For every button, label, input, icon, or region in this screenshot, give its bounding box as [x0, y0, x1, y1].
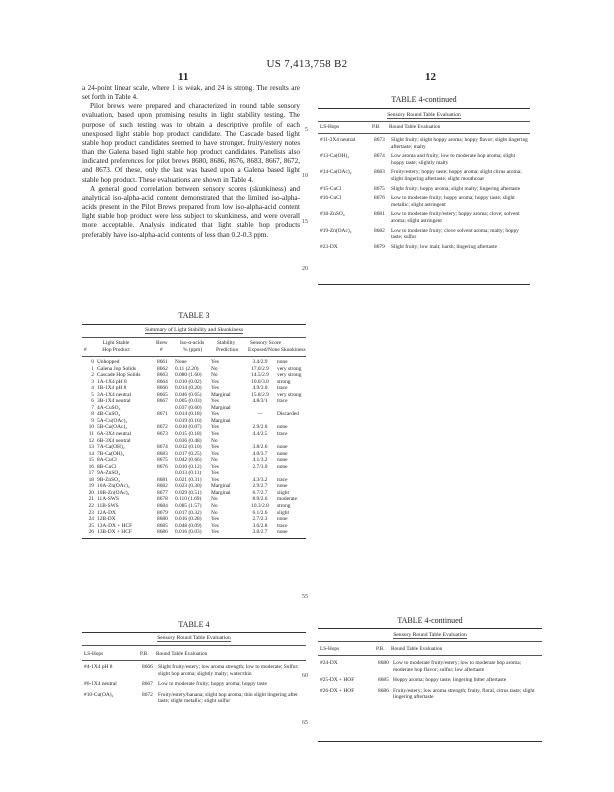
table3-cell-skunk: none — [277, 483, 288, 490]
table3-header-stab-1: Stability — [217, 340, 236, 346]
table4-header-eval: Round Table Evaluation — [156, 651, 208, 657]
table3-cell-score: — — [257, 411, 263, 418]
table3-cell-brew: 8684 — [157, 503, 168, 510]
table3-cell-hop: 1A-1X4 pH 8 — [97, 378, 127, 385]
table3-header-score-1: Sensory Score — [250, 340, 281, 346]
table-row — [318, 137, 530, 150]
table3-cell-hop: Cascade Hop Solids — [97, 372, 141, 379]
table3-cell-iso: 0.036 (0.48) — [175, 437, 202, 444]
table4-cont-top-cell-hop: #14-Ca(OAc)₂ — [320, 169, 352, 176]
table4-cont-top-cell-hop: #23-DX — [320, 243, 338, 250]
table4-cont-top-cell-pb: 8675 — [374, 185, 385, 192]
table3-cell-stab: Yes — [211, 522, 219, 529]
table3-cell-hop: Galena Jop Solids — [97, 365, 136, 372]
table3-cell-iso: 0.021 (0.31) — [175, 476, 202, 483]
table3-cell-skunk: trace — [277, 522, 288, 529]
table3-header-hop-2: Hop Product — [102, 347, 130, 353]
table3-body — [82, 359, 309, 536]
table3-cell-stab: Yes — [211, 424, 219, 431]
table4-cell-pb: 8667 — [142, 681, 153, 688]
table3-cell-iso: 0.048 (0.09) — [175, 522, 202, 529]
table4-cont-top-subtitle: Sensory Round Table Evaluation — [387, 112, 461, 118]
table3-cell-hop: 3A-1X4 neutral — [97, 391, 131, 398]
table3-cell-skunk: Discarded — [277, 411, 299, 418]
table4-cont-top-cell-hop: #18-ZnSO₄ — [320, 211, 345, 218]
table3-cell-n: 16 — [88, 463, 94, 470]
table3-cell-score: 2.7/3.0 — [252, 463, 268, 470]
table3-cell-iso: 0.016 (0.03) — [175, 529, 202, 536]
body-text — [82, 84, 300, 240]
table3-cell-stab: Marginal — [211, 483, 231, 490]
table3-cell-stab: Yes — [211, 476, 219, 483]
table4-cont-top-cell-hop: #19-Zn(OAc)₂ — [320, 227, 352, 234]
table4-cont-top-cell-pb: 8679 — [374, 243, 385, 250]
table3-cell-hop: 7A-Ca(OH)₂ — [97, 444, 125, 451]
table-row — [318, 228, 530, 241]
table3-cell-iso: 0.029 (0.51) — [175, 489, 202, 496]
table3-cell-brew: 8667 — [157, 398, 168, 405]
table3-header-num: # — [84, 347, 87, 353]
table3-cell-n: 23 — [88, 509, 94, 516]
table3-cell-hop: 6B-3X4 neutral — [97, 437, 131, 444]
table3-cell-hop: 4A-CuSO₄ — [97, 404, 121, 411]
table3-cell-n: 13 — [88, 444, 94, 451]
table3-cell-n: 24 — [88, 516, 94, 523]
table3-cell-stab: Yes — [211, 378, 219, 385]
table3-cell-n: 7 — [91, 404, 94, 411]
table3-cell-score: 17.0/2.9 — [251, 365, 269, 372]
table4-cont-bottom-header-hops: LS-Hops — [320, 646, 340, 652]
table4-cont-top-cell-hop: #16-CuCl — [320, 195, 342, 202]
table3-cell-stab: Marginal — [211, 391, 231, 398]
table4-cont-top-cell-pb: 8673 — [374, 137, 385, 143]
table4-cont-bottom-cell-hop: #26-DX + HOF — [320, 687, 355, 694]
table3-cell-n: 25 — [88, 522, 94, 529]
table3-cell-skunk: trace — [277, 476, 288, 483]
table3-cell-stab: No — [211, 503, 218, 510]
table3-cell-hop: 5B-Cu(OAc)₂ — [97, 424, 128, 431]
line-number-55: 55 — [302, 594, 308, 600]
table4-cont-top-cell-hop: #11-3X4 neutral — [320, 137, 356, 143]
table3-cell-brew: 8664 — [157, 378, 168, 385]
table3-cell-skunk: trace — [277, 385, 288, 392]
table-row — [318, 677, 542, 684]
table3-cell-score: 3.0/2.7 — [252, 529, 268, 536]
table3-cell-skunk: very strong — [277, 372, 302, 379]
table3-cell-skunk: very strong — [277, 391, 302, 398]
table3-cell-score: 8.9/2.6 — [252, 496, 268, 503]
table3-cell-brew: 8663 — [157, 372, 168, 379]
table3-cell-score: 2.7/2.3 — [252, 516, 268, 523]
table3-cell-brew: 8665 — [157, 391, 168, 398]
table3-cell-score: 4.4/2.5 — [252, 431, 268, 438]
table3-header-hop-1: Light Stable — [102, 340, 130, 346]
table3-cell-hop: 4B-CuSO₄ — [97, 411, 121, 418]
table4-cont-bottom-body — [318, 660, 542, 705]
table3-cell-hop: 8B-CuCl — [97, 463, 117, 470]
table4-cont-top-cell-eval: Low aroma and fruity; low to moderate hop aroma; slight hoppy taste; slightly malty — [391, 153, 516, 166]
page-number-right: 12 — [425, 71, 436, 83]
table3-cell-n: 21 — [88, 496, 94, 503]
table3-cell-score: 4.9/3.0 — [252, 385, 268, 392]
table4-header-pb: P.B. — [140, 651, 149, 657]
table3-cell-hop: 11A-SWS — [97, 496, 119, 503]
table3-cell-hop: 8A-CuCl — [97, 457, 117, 464]
table3-cell-iso: 0.005 (0.03) — [175, 398, 202, 405]
patent-number: US 7,413,758 B2 — [266, 58, 348, 70]
line-number-65: 65 — [302, 720, 308, 726]
table3-cell-skunk: trace — [277, 398, 288, 405]
table3-cell-brew: 8662 — [157, 365, 168, 372]
table3-cell-iso: 0.046 (0.65) — [175, 391, 202, 398]
table3-cell-brew: 8679 — [157, 509, 168, 516]
table4-cont-bottom-cell-eval: Low to moderate fruity/estery; low to moderate hop aroma; moderate hop flavor; sulfur; low aftertaste — [393, 660, 522, 673]
table3-cell-hop: 11B-SWS — [97, 503, 119, 510]
table3-cell-skunk: trace — [277, 431, 288, 438]
table3-cell-iso: 0.017 (0.25) — [175, 450, 202, 457]
table3-cell-n: 6 — [91, 398, 94, 405]
table3-cell-brew: 8674 — [157, 444, 168, 451]
table3-cell-brew: 8676 — [157, 463, 168, 470]
table3-cell-score: 4.1/3.2 — [252, 457, 268, 464]
table4-cell-pb: 8666 — [142, 664, 153, 670]
paragraph-1: a 24-point linear scale, where 1 is weak, and 24 is strong. The results are set forth in Table 4. — [82, 84, 300, 102]
paragraph-3: A general good correlation between sensory scores (skunkiness) and analytical iso-alpha-acid content demonstrated that the limited iso-alpha-acids present in the Pilot Brews prepared from low iso-alpha-acid content light stable hop product were less subject to skunkiness, and were overall more acceptable. Analysis indicated that light stable hop products preferably have iso-alpha-acid contents of less than 0.2-0.3 ppm. — [82, 184, 300, 239]
table4-cont-bottom-title: TABLE 4-continued — [397, 616, 463, 625]
line-number-15: 15 — [302, 219, 308, 225]
table3-cell-score: 10.0/3.0 — [251, 378, 269, 385]
table3-cell-hop: 10A-Zn(OAc)₂ — [97, 483, 130, 490]
table3-cell-skunk: moderate — [277, 496, 298, 503]
table3-cell-n: 22 — [88, 503, 94, 510]
table4-cont-top-cell-eval: Slight fruity; low malt; harsh; lingering aftertaste — [391, 243, 497, 250]
table3-cell-n: 20 — [88, 489, 94, 496]
table-row — [318, 153, 530, 166]
table3-cell-n: 0 — [91, 359, 94, 365]
table3-cell-n: 4 — [91, 385, 94, 392]
table3-title: TABLE 3 — [178, 311, 210, 320]
table3-cell-brew: 8686 — [157, 529, 168, 536]
table3-cell-score: 3.4/2.9 — [252, 359, 268, 365]
table3-cell-iso: 0.037 (0.60) — [175, 404, 202, 411]
table4-cont-top-cell-eval: Low to moderate fruity; clove solvent aroma; malty; hoppy taste; sulfur — [391, 227, 519, 241]
table3-cell-n: 1 — [91, 365, 94, 372]
table4-cont-bottom-cell-hop: #25-DX + HOF — [320, 677, 355, 684]
table3-cell-iso: 0.010 (0.07) — [175, 424, 202, 431]
table3-cell-n: 19 — [88, 483, 94, 490]
table3-cell-brew: 8671 — [157, 411, 168, 418]
table3-cell-brew: 8685 — [157, 522, 168, 529]
table3-cell-stab: Marginal — [211, 489, 231, 496]
table4-cont-bottom-cell-pb: 8685 — [378, 677, 389, 684]
table3-cell-iso: 0.017 (0.32) — [175, 509, 202, 516]
table3-subtitle: Summary of Light Stability and Skunkiness — [144, 327, 244, 333]
table3-cell-skunk: none — [277, 359, 288, 365]
table3-cell-hop: 10B-Zn(OAc)₂ — [97, 489, 130, 496]
table4-cont-top-header-eval: Round Table Evaluation — [389, 124, 441, 130]
table3-cell-stab: No — [211, 496, 218, 503]
table3-cell-stab: Yes — [211, 516, 219, 523]
table3-cell-brew: 8678 — [157, 496, 168, 503]
table3-cell-skunk: none — [277, 516, 288, 523]
table3-cell-score: 2.9/2.6 — [252, 424, 268, 431]
table3-cell-skunk: none — [277, 463, 288, 470]
table3-cell-n: 8 — [91, 411, 94, 418]
table3-cell-hop: 9A-ZnSO₄ — [97, 470, 121, 477]
table3-cell-brew: 8675 — [157, 457, 168, 464]
table3-cell-score: 10.3/2.8 — [251, 503, 269, 510]
table3-cell-iso: 0.014 (0.20) — [175, 385, 202, 392]
table3-cell-iso: 0.014 (0.18) — [175, 411, 202, 418]
table3-cell-stab: Marginal — [211, 417, 231, 424]
table-row — [318, 244, 530, 251]
table4-cont-bottom-cell-pb: 8686 — [378, 687, 389, 694]
table3-cell-stab: No — [211, 509, 218, 516]
table4-subtitle: Sensory Round Table Evaluation — [157, 635, 231, 641]
table3-header-stab-2: Prediction — [216, 347, 239, 353]
table4-cell-hop: #6-1X4 neutral — [84, 681, 117, 688]
table4-cont-top-cell-eval: Slight fruity; hoppy aroma; slight malty; lingering aftertaste — [391, 185, 521, 192]
table3-header-iso-2: % (ppm) — [183, 347, 203, 353]
table3-cell-n: 12 — [88, 437, 94, 444]
table3-cell-n: 3 — [91, 378, 94, 385]
table3-cell-brew: 8661 — [157, 359, 168, 365]
table3-cell-hop: 9B-ZnSO₄ — [97, 476, 120, 483]
table3-cell-iso: 0.110 (1.69) — [175, 496, 202, 503]
table3-cell-hop: 5A-Cu(OAc)₂ — [97, 417, 128, 424]
table4-cont-top-header-hops: LS-Hops — [320, 124, 340, 130]
table3-cell-iso: 0.010 (0.02) — [175, 378, 202, 385]
table3-cell-hop: 6A-3X4 neutral — [97, 431, 131, 438]
table3-cell-brew: 8682 — [157, 483, 168, 490]
table-row — [318, 688, 542, 701]
table3-cell-iso: 0.042 (0.66) — [175, 457, 202, 464]
table3-cell-score: 15.8/2.9 — [251, 391, 269, 398]
table4-cont-top-header-pb: P.B. — [372, 124, 381, 130]
table3-cell-brew: 8677 — [157, 489, 168, 496]
table3-header-iso-1: Iso-α-acids — [180, 340, 205, 346]
table-row — [318, 660, 542, 673]
table4-title: TABLE 4 — [178, 620, 210, 629]
table3-cell-score: 2.9/2.7 — [252, 483, 268, 490]
page-number-left: 11 — [178, 71, 189, 83]
table3-cell-n: 14 — [88, 450, 94, 457]
table-row — [318, 186, 530, 193]
table3-cell-skunk: very strong — [277, 365, 302, 372]
line-number-60: 60 — [302, 673, 308, 679]
table3-cell-brew: 8672 — [157, 424, 168, 431]
table3-header-score-2: Exposed/None — [248, 347, 280, 353]
table3-cell-hop: 12B-DX — [97, 516, 116, 523]
line-number-20: 20 — [302, 266, 308, 272]
line-number-10: 10 — [302, 173, 308, 179]
table4-cont-bottom-subtitle: Sensory Round Table Evaluation — [393, 632, 467, 638]
table3-cell-skunk: none — [277, 529, 288, 536]
table4-cell-eval: Fruity/estery/banana; slight hop aroma; thin slight lingering after taste; slight metallic; slight sulfur — [158, 691, 298, 705]
table3-cell-iso: 0.11 (2.20) — [175, 365, 199, 372]
table3-cell-iso: 0.012 (0.10) — [175, 444, 202, 451]
table4-cell-pb: 8672 — [142, 691, 153, 698]
table3-cell-n: 2 — [91, 372, 94, 379]
table3-cell-iso: 0.016 (0.28) — [175, 516, 202, 523]
table3-cell-brew: 8666 — [157, 385, 168, 392]
line-number-5: 5 — [305, 127, 308, 133]
table4-cont-top-cell-pb: 8682 — [374, 227, 385, 234]
table-row — [82, 692, 306, 705]
table3-cell-hop: 13A-DX + HCF — [97, 522, 133, 529]
table4-cont-top-cell-eval: Fruity/estery; hoppy taste; hoppy aroma; slight citrus aroma; slight lingering aftertaste; slight mouthcoat — [391, 169, 522, 182]
table4-cont-top-cell-pb: 8681 — [374, 211, 385, 218]
table3-cell-hop: 3B-1X4 neutral — [97, 398, 131, 405]
table4-cell-hop: #10-Cu(OA)₂ — [84, 691, 114, 698]
table3-cell-score: 14.5/2.9 — [251, 372, 269, 379]
table3-cell-skunk: slight — [277, 509, 289, 516]
table3-cell-n: 11 — [88, 431, 94, 438]
table4-cont-top-title: TABLE 4-continued — [391, 95, 457, 104]
table3-cell-stab: Yes — [211, 398, 219, 405]
table3-cell-brew: 8681 — [157, 476, 168, 483]
table3-cell-stab: No — [211, 437, 218, 444]
table3-cell-skunk: none — [277, 444, 288, 451]
table3-cell-hop: Unhopped — [97, 359, 120, 365]
table3-cell-stab: Yes — [211, 359, 219, 365]
table3-cell-skunk: strong — [277, 378, 291, 385]
table3-cell-stab: No — [211, 365, 218, 372]
table3-cell-iso: 0.013 (0.11) — [175, 470, 202, 477]
table3-cell-stab: Yes — [211, 463, 219, 470]
table3-cell-score: 6.1/2.6 — [252, 509, 268, 516]
table3-cell-hop: 1B-1X4 pH 8 — [97, 385, 127, 392]
table3-cell-n: 17 — [88, 470, 94, 477]
table-row — [82, 681, 306, 688]
table-row — [318, 211, 530, 224]
table3-header-skunk: Skunkiness — [281, 347, 306, 353]
table-row — [318, 169, 530, 182]
table4-cont-top-body — [318, 137, 530, 253]
table3-cell-n: 18 — [88, 476, 94, 483]
table3-cell-score: 6.7/2.7 — [252, 489, 268, 496]
table4-cont-top-cell-pb: 8683 — [374, 169, 385, 176]
table3-cell-stab: Marginal — [211, 404, 231, 411]
table4-cont-top-cell-eval: Slight fruity; slight hoppy aroma; hoppy flavor; slight lingering aftertaste; malty — [391, 137, 528, 150]
table3-cell-hop: 13B-DX + HCF — [97, 529, 132, 536]
table4-cont-bottom-cell-eval: Fruity/estery; low aroma strength; fruity, floral, citrus taste; slight lingering aftertaste — [393, 687, 535, 701]
table3-cell-iso: 0.085 (1.57) — [175, 503, 202, 510]
table4-cont-top-cell-pb: 8674 — [374, 153, 385, 160]
table3-cell-score: 4.0/3.7 — [252, 450, 268, 457]
table3-cell-n: 10 — [88, 424, 94, 431]
table3-cell-skunk: none — [277, 424, 288, 431]
table3-cell-iso: 0.010 (0.12) — [175, 463, 202, 470]
table4-cell-eval: Low to moderate fruity; hoppy aroma; hoppy taste — [158, 681, 267, 688]
table3-cell-skunk: none — [277, 457, 288, 464]
paragraph-2: Pilot brews were prepared and characterized in round table sensory evaluation, based upon promising results in light stability testing. The purpose of such testing was to obtain a descriptive profile of each unexposed light stable hop product candidate. The Cascade based light stable hop product candidates seemed to have stronger, fruity/estery notes than the Galena based light stable hop product candidates. Panelists also indicated preferences for pilot brews 8680, 8686, 8676, 8683, 8667, 8672, and 8673. Of these, only the last was based upon a Galena based light stable hop product. These evaluations are shown in Table 4. — [82, 102, 300, 184]
table4-cell-eval: Slight fruity/estery; low aroma strength; low to moderate; Sulfur; slight hop aroma; slightly malty; water/thin — [158, 664, 299, 677]
table4-body — [82, 664, 306, 709]
table3-cell-n: 15 — [88, 457, 94, 464]
table3-cell-skunk: none — [277, 450, 288, 457]
table3-cell-stab: Yes — [211, 431, 219, 438]
table3-cell-skunk: strong — [277, 503, 291, 510]
table4-cont-top-cell-hop: #15-CuCl — [320, 185, 342, 192]
table3-cell-stab: Yes — [211, 529, 219, 536]
table3-cell-score: 4.8/3/1 — [252, 398, 268, 405]
table3-cell-brew: 8673 — [157, 431, 168, 438]
table4-cell-hop: #4-1X4 pH 8 — [84, 664, 113, 670]
table3-cell-iso: 0.015 (0.18) — [175, 431, 202, 438]
table3-header-brew-2: # — [160, 347, 163, 353]
table4-header-hops: LS-Hops — [84, 651, 104, 657]
table3-cell-skunk: slight — [277, 489, 289, 496]
table4-cont-bottom-header-pb: P.B. — [376, 646, 385, 652]
table3-cell-score: 4.3/3.2 — [252, 476, 268, 483]
table4-cont-top-cell-hop: #13-Ca(OH)₂ — [320, 153, 350, 160]
table3-cell-n: 5 — [91, 391, 94, 398]
table3-cell-brew: 8683 — [157, 450, 168, 457]
table3-cell-stab: Yes — [211, 444, 219, 451]
table3-cell-n: 26 — [88, 529, 94, 536]
table4-cont-top-cell-pb: 8676 — [374, 195, 385, 202]
table3-cell-score: 3.6/2.8 — [252, 522, 268, 529]
table3-cell-stab: Yes — [211, 411, 219, 418]
table-row — [82, 664, 306, 677]
table3-cell-iso: 0.023 (0.30) — [175, 483, 202, 490]
table3-cell-iso: 0.080 (1.60) — [175, 372, 202, 379]
table4-cont-bottom-cell-hop: #24-DX — [320, 660, 338, 666]
table3-cell-hop: 7B-Ca(OH)₂ — [97, 450, 125, 457]
table-row — [318, 195, 530, 208]
table3-cell-stab: Yes — [211, 450, 219, 457]
table3-cell-stab: Yes — [211, 385, 219, 392]
table-row — [82, 529, 309, 536]
table4-cont-top-cell-eval: Low to moderate fruity/estery; hoppy aroma; clove; solvent aroma; slight astringent — [391, 211, 520, 224]
table3-cell-score: 3.8/2.6 — [252, 444, 268, 451]
table3-cell-n: 9 — [91, 417, 94, 424]
table3-cell-iso: 0.019 (0.16) — [175, 417, 202, 424]
table3-cell-iso: None — [175, 359, 187, 365]
table4-cont-bottom-header-eval: Round Table Evaluation — [391, 646, 443, 652]
table3-cell-brew: 8680 — [157, 516, 168, 523]
table4-cont-bottom-cell-eval: Hoppy aroma; hoppy taste; lingering bitter aftertaste — [393, 677, 507, 684]
table4-cont-top-cell-eval: Low to moderate fruity; hoppy aroma; hoppy taste; slight metallic; slight astringent — [391, 195, 515, 208]
table3-cell-hop: 12A-DX — [97, 509, 116, 516]
table3-cell-stab: No — [211, 457, 218, 464]
table3-cell-stab: No — [211, 372, 218, 379]
table3-header-brew-1: Brew — [156, 340, 168, 346]
table4-cont-bottom-cell-pb: 8680 — [378, 660, 389, 666]
table3-cell-stab: Yes — [211, 470, 219, 477]
